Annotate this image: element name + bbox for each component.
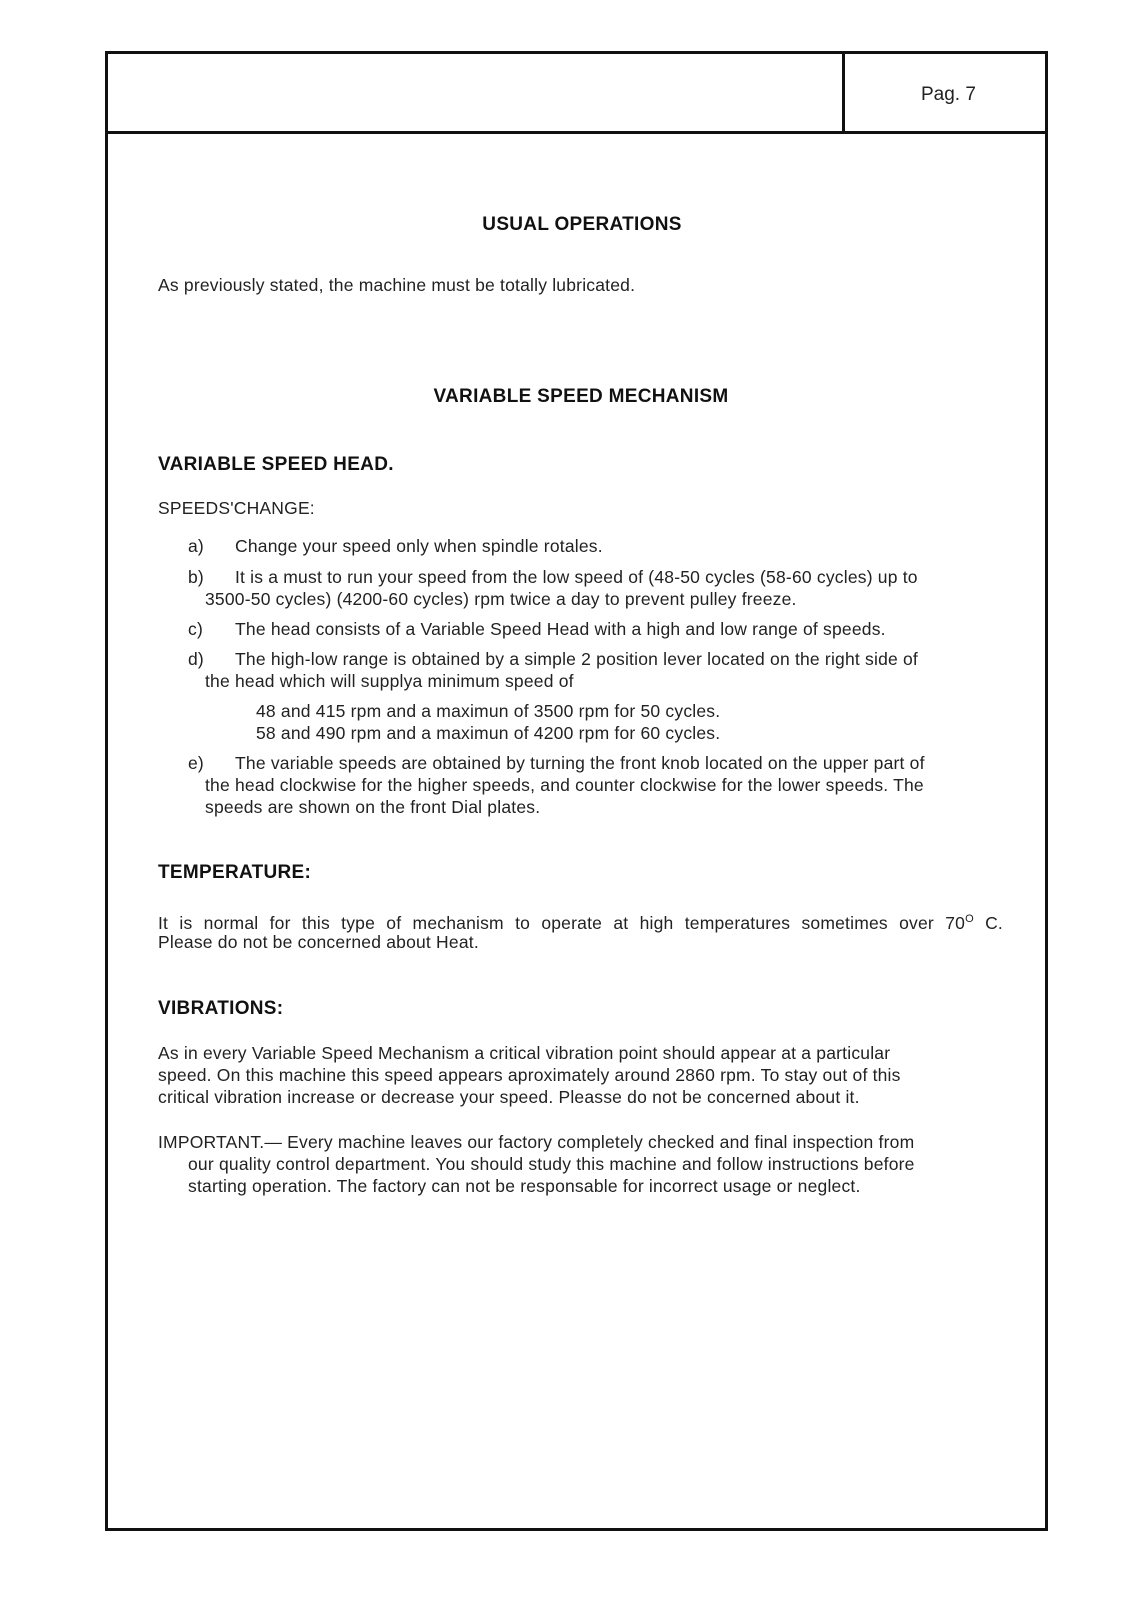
important-line1: IMPORTANT.— Every machine leaves our factory completely checked and final inspection from [158, 1132, 915, 1152]
item-b-line1: It is a must to run your speed from the low speed of (48-50 cycles (58-60 cycles) up to [235, 567, 918, 587]
variable-speed-mechanism-title: VARIABLE SPEED MECHANISM [433, 386, 729, 407]
vibrations-line1: As in every Variable Speed Mechanism a critical vibration point should appear at a particular [158, 1043, 891, 1063]
usual-operations-title: USUAL OPERATIONS [482, 214, 682, 235]
item-e-line1: The variable speeds are obtained by turning the front knob located on the upper part of [235, 753, 925, 773]
item-a-marker: a) [188, 536, 204, 556]
temperature-title: TEMPERATURE: [158, 862, 312, 883]
item-d-line2: the head which will supplya minimum speed of [205, 671, 574, 691]
item-d-speed2: 58 and 490 rpm and a maximun of 4200 rpm for 60 cycles. [256, 723, 721, 743]
vibrations-title: VIBRATIONS: [158, 998, 284, 1019]
item-e-marker: e) [188, 753, 204, 773]
item-d-line1: The high-low range is obtained by a simple 2 position lever located on the right side of [235, 649, 918, 669]
item-e-line3: speeds are shown on the front Dial plates. [205, 797, 541, 817]
item-d-marker: d) [188, 649, 204, 669]
item-e-line2: the head clockwise for the higher speeds, and counter clockwise for the lower speeds. The [205, 775, 924, 795]
item-c-text: The head consists of a Variable Speed Head with a high and low range of speeds. [235, 619, 886, 639]
variable-speed-head-title: VARIABLE SPEED HEAD. [158, 454, 394, 475]
header-row [108, 54, 1045, 134]
header-divider [842, 54, 845, 131]
vibrations-line3: critical vibration increase or decrease your speed. Pleasse do not be concerned about it. [158, 1087, 860, 1107]
item-d-speed1: 48 and 415 rpm and a maximun of 3500 rpm for 50 cycles. [256, 701, 721, 721]
temperature-line1-text: It is normal for this type of mechanism to operate at high temperatures sometimes over 70 [158, 912, 966, 933]
vibrations-line2: speed. On this machine this speed appears aproximately around 2860 rpm. To stay out of this [158, 1065, 901, 1085]
temperature-line2: Please do not be concerned about Heat. [158, 932, 479, 952]
item-a-text: Change your speed only when spindle rotales. [235, 536, 603, 556]
important-line3: starting operation. The factory can not be responsable for incorrect usage or neglect. [188, 1176, 861, 1196]
temperature-unit: C. [973, 912, 1003, 933]
page-number: Pag. 7 [921, 84, 976, 105]
item-c-marker: c) [188, 619, 203, 639]
item-b-marker: b) [188, 567, 204, 587]
item-b-line2: 3500-50 cycles) (4200-60 cycles) rpm twice a day to prevent pulley freeze. [205, 589, 797, 609]
degree-sign: O [965, 913, 974, 925]
usual-operations-text: As previously stated, the machine must be totally lubricated. [158, 275, 636, 295]
important-line2: our quality control department. You should study this machine and follow instructions before [188, 1154, 915, 1174]
speeds-change-subtitle: SPEEDS'CHANGE: [158, 498, 315, 518]
temperature-line1 [158, 908, 1003, 934]
